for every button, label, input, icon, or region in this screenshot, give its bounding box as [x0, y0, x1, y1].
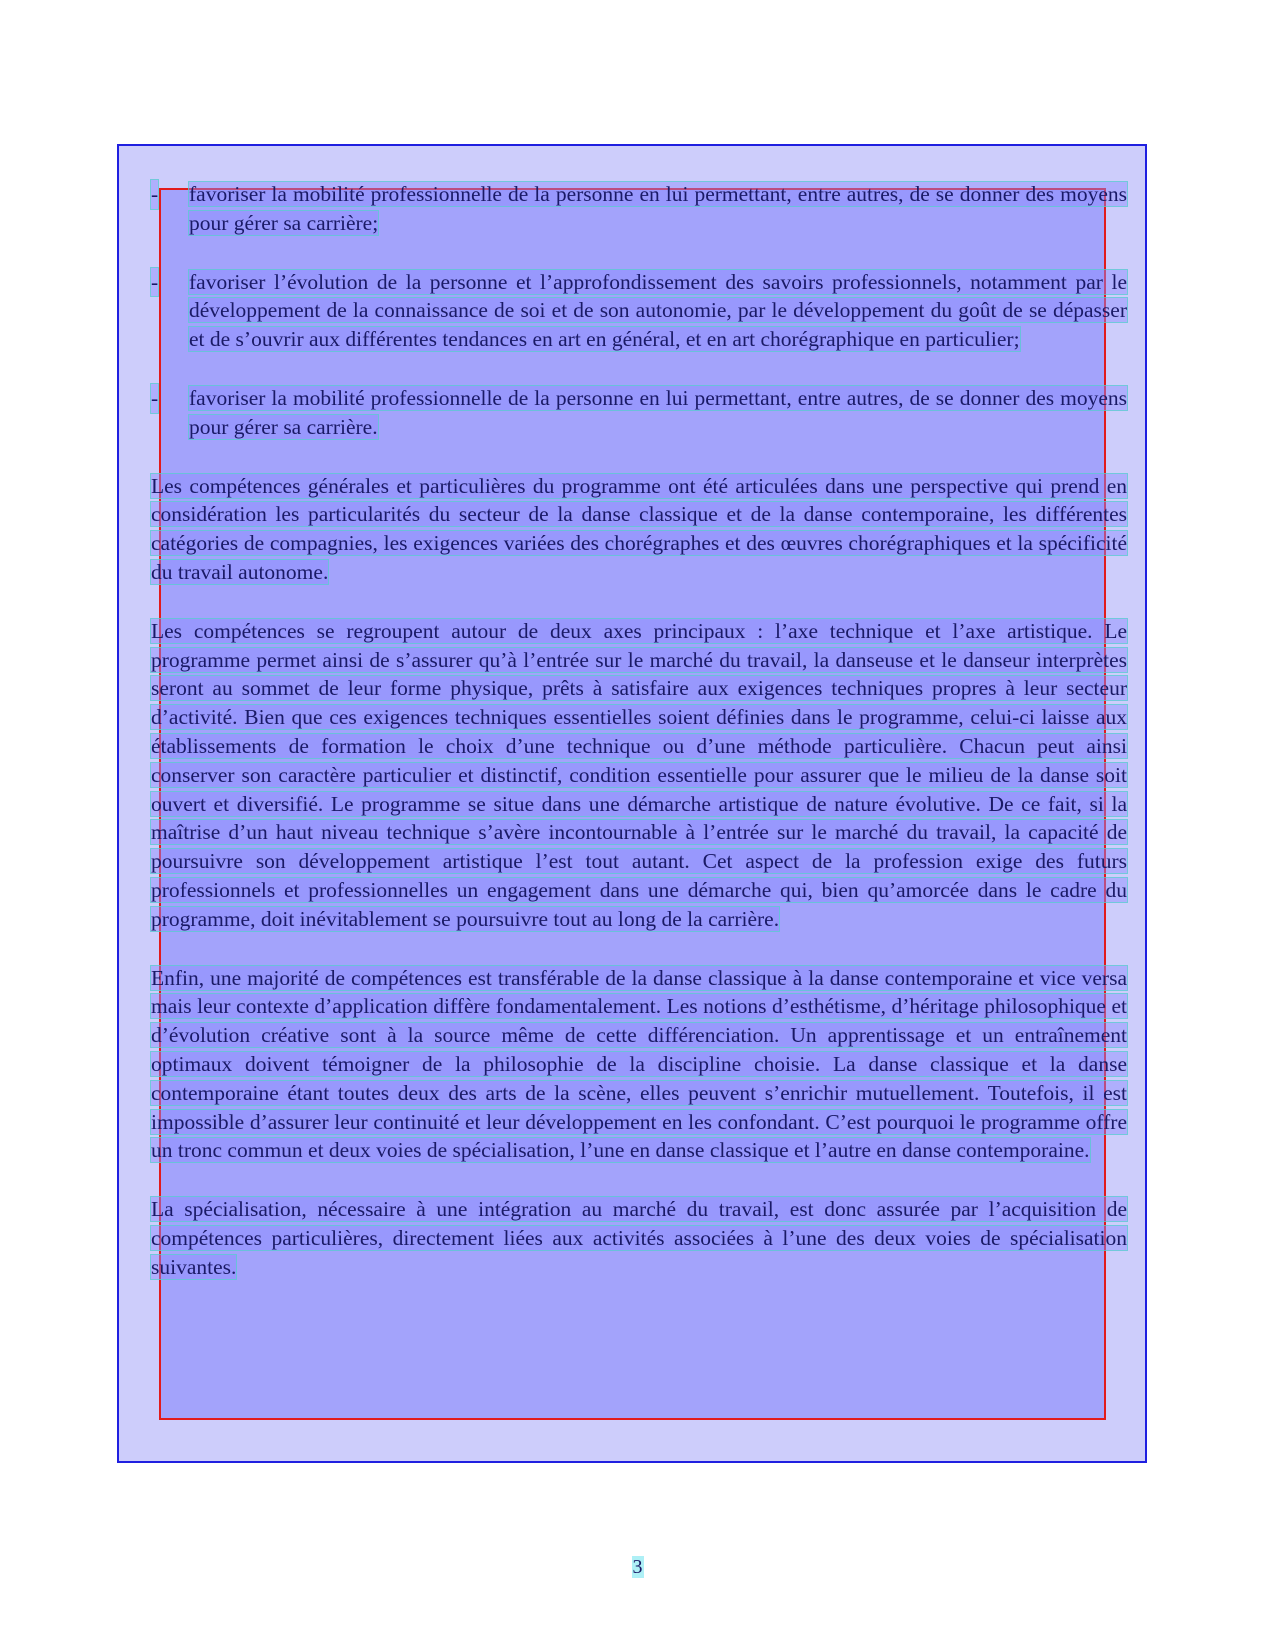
paragraph: [151, 1195, 1127, 1281]
bullet-item: [151, 268, 1127, 354]
paragraph: [151, 964, 1127, 1166]
bullet-marker: -: [151, 268, 158, 297]
document-body: [151, 180, 1127, 1312]
page-number-text: 3: [632, 1556, 643, 1578]
bullet-text: favoriser l’évolution de la personne et l’approfondissement des savoirs professionnels, notamment par le développement de la connaissance de soi et de son autonomie, par le développement du goût de se dépasser et de s’ouvrir aux différentes tendances en art en général, et en art chorégraphique en particulier;: [189, 269, 1127, 352]
bullet-item: [151, 180, 1127, 238]
paragraph-text: La spécialisation, nécessaire à une intégration au marché du travail, est donc assurée par l’acquisition de compétences particulières, directement liées aux activités associées à l’une des deux voies de spécialisation suivantes.: [151, 1197, 1127, 1279]
paragraph-text: Les compétences générales et particulières du programme ont été articulées dans une perspective qui prend en considération les particularités du secteur de la danse classique et de la danse contemporaine, les différentes catégories de compagnies, les exigences variées des chorégraphes et des œuvres chorégraphiques et la spécificité du travail autonome.: [151, 473, 1127, 584]
bullet-text: favoriser la mobilité professionnelle de la personne en lui permettant, entre autres, de se donner des moyens pour gérer sa carrière.: [189, 385, 1127, 439]
paragraph-text: Les compétences se regroupent autour de deux axes principaux : l’axe technique et l’axe artistique. Le programme permet ainsi de s’assurer qu’à l’entrée sur le marché du travail, la danseuse et le danseur interprètes seront au sommet de leur forme physique, prêts à satisfaire aux exigences techniques propres à leur secteur d’activité. Bien que ces exigences techniques essentielles soient définies dans le programme, celui-ci laisse aux établissements de formation le choix d’une technique ou d’une méthode particulière. Chacun peut ainsi conserver son caractère particulier et distinctif, condition essentielle pour assurer que le milieu de la danse soit ouvert et diversifié. Le programme se situe dans une démarche artistique de nature évolutive. De ce fait, si la maîtrise d’un haut niveau technique s’avère incontournable à l’entrée sur le marché du travail, la capacité de poursuivre son développement artistique l’est tout autant. Cet aspect de la profession exige des futurs professionnels et professionnelles un engagement dans une démarche qui, bien qu’amorcée dans le cadre du programme, doit inévitablement se poursuivre tout au long de la carrière.: [151, 618, 1127, 931]
paragraph: [151, 472, 1127, 587]
bullet-text: favoriser la mobilité professionnelle de la personne en lui permettant, entre autres, de se donner des moyens pour gérer sa carrière;: [189, 182, 1127, 235]
bullet-marker: -: [151, 180, 158, 209]
paragraph-text: Enfin, une majorité de compétences est transférable de la danse classique à la danse contemporaine et vice versa mais leur contexte d’application diffère fondamentalement. Les notions d’esthétisme, d’héritage philosophique et d’évolution créative sont à la source même de cette différenciation. Un apprentissage et un entraînement optimaux doivent témoigner de la philosophie de la discipline choisie. La danse classique et la danse contemporaine étant toutes deux des arts de la scène, elles peuvent s’enrichir mutuellement. Toutefois, il est impossible d’assurer leur continuité et leur développement en les confondant. C’est pourquoi le programme offre un tronc commun et deux voies de spécialisation, l’une en danse classique et l’autre en danse contemporaine.: [151, 965, 1127, 1163]
bullet-item: [151, 384, 1127, 442]
bullet-marker: -: [151, 384, 158, 413]
paragraph: [151, 617, 1127, 934]
page-number: [0, 1556, 1275, 1579]
